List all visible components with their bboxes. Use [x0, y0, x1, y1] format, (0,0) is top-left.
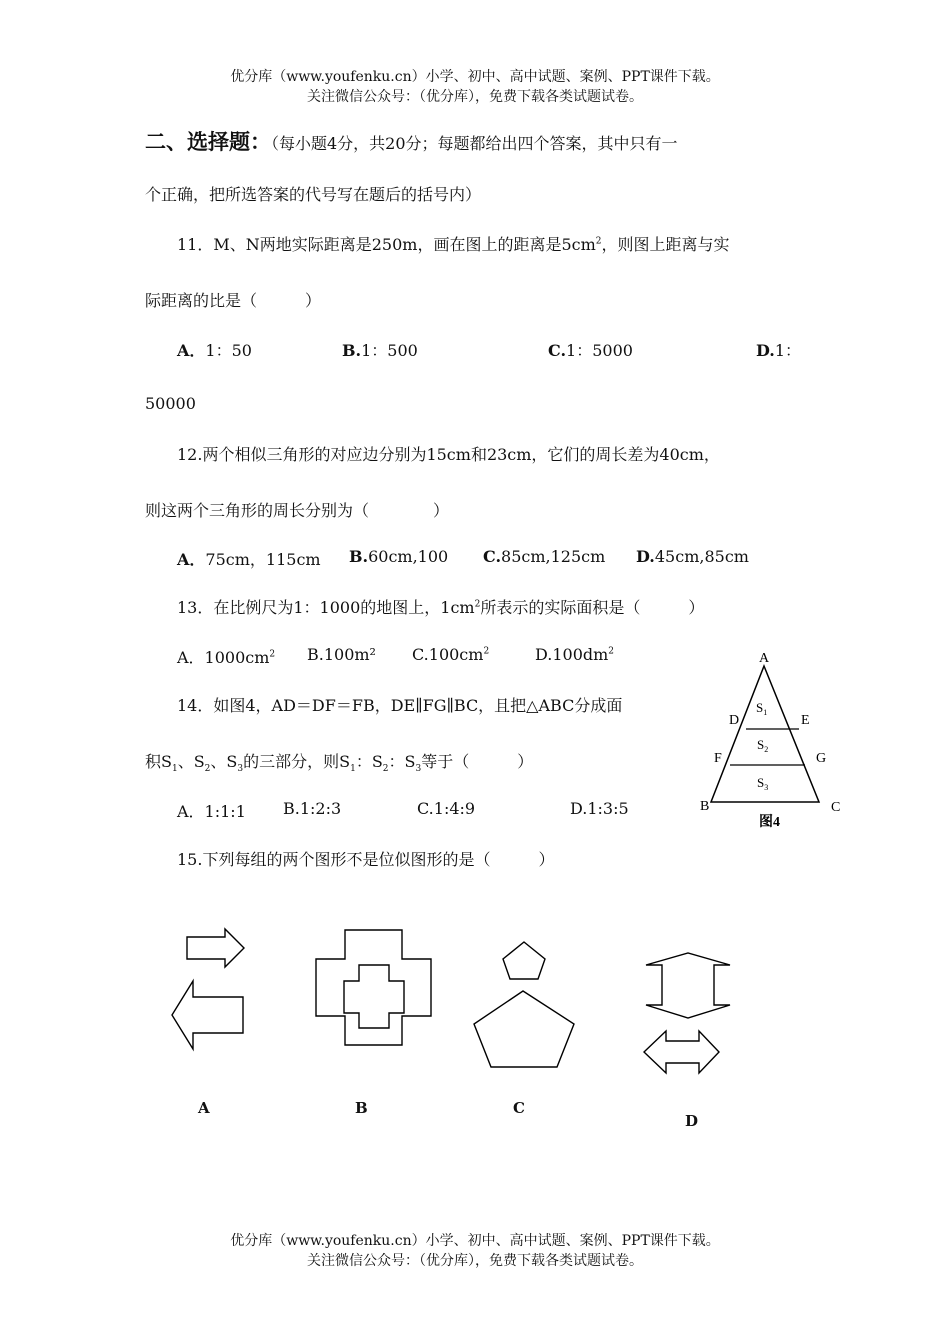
q13-option-c[interactable] — [412, 645, 489, 664]
figure-caption: 图4 — [759, 815, 780, 830]
q14-sub: 3 — [415, 764, 422, 775]
q11-option-b[interactable] — [342, 338, 418, 361]
section-description-2: 个正确，把所选答案的代号写在题后的括号内） — [145, 185, 482, 204]
figure-label-c: C — [513, 1099, 525, 1117]
triangle-abc — [711, 666, 819, 802]
label-f: F — [714, 751, 722, 766]
q14-sub: 2 — [382, 764, 389, 775]
figure-b-crosses[interactable] — [312, 927, 442, 1057]
option-sup: 2 — [608, 646, 615, 657]
section-heading — [145, 126, 678, 156]
option-text: 60cm,100 — [368, 547, 449, 566]
option-text: A．1000cm — [177, 648, 270, 667]
q11-sup: 2 — [595, 236, 602, 247]
option-text: 45cm,85cm — [654, 547, 749, 566]
q14-sub: 1 — [171, 764, 178, 775]
q13-option-a[interactable] — [177, 645, 275, 668]
footer-line-1: 优分库（www.youfenku.cn）小学、初中、高中试题、案例、PPT课件下载。 — [230, 1233, 720, 1249]
header-line-2: 关注微信公众号：（优分库），免费下载各类试题试卷。 — [307, 89, 643, 105]
question-14-line-2 — [145, 749, 533, 774]
region-s2: $S_2$ — [757, 737, 769, 754]
figure-label-d: D — [685, 1112, 699, 1130]
option-text: 1：50 — [205, 341, 252, 360]
option-sup: 2 — [269, 649, 276, 660]
option-letter: D. — [756, 341, 775, 360]
q14-sub: 2 — [204, 764, 211, 775]
q14-option-a[interactable]: A．1:1:1 — [177, 802, 246, 821]
q12-option-b[interactable] — [349, 547, 448, 566]
option-text: B.100m² — [307, 645, 376, 664]
q14-part: 、S — [210, 752, 238, 771]
q13-option-b[interactable] — [307, 645, 376, 664]
option-letter: C. — [548, 341, 567, 360]
q14-sub: 1 — [350, 764, 356, 775]
option-letter: D. — [636, 547, 655, 566]
q11-text-a: 11．M、N两地实际距离是250m，画在图上的距离是5cm — [177, 235, 596, 254]
question-14-line-1: 14．如图4，AD＝DF＝FB，DE∥FG∥BC，且把△ABC分成面 — [177, 696, 623, 715]
question-11-line-1 — [177, 232, 730, 255]
figure-label-a: A — [198, 1099, 210, 1117]
option-letter: C. — [483, 547, 502, 566]
q12-option-d[interactable] — [636, 547, 749, 566]
option-text: 1： — [774, 341, 802, 360]
option-letter: A． — [177, 550, 206, 569]
option-sup: 2 — [483, 646, 490, 657]
question-15: 15.下列每组的两个图形不是位似图形的是（ ） — [177, 850, 555, 869]
option-text: 85cm,125cm — [501, 547, 606, 566]
option-letter: B. — [342, 341, 362, 360]
q14-option-b[interactable]: B.1:2:3 — [283, 799, 342, 818]
q13-option-d[interactable] — [535, 645, 614, 664]
label-e: E — [801, 713, 810, 728]
option-text: 1：500 — [361, 341, 418, 360]
option-text: C.100cm — [412, 645, 484, 664]
question-11-line-2: 际距离的比是（ ） — [145, 291, 322, 310]
figure-c-pentagons[interactable] — [465, 935, 585, 1075]
section-title: 二、选择题： — [145, 130, 271, 154]
figure-d-double-arrows[interactable] — [640, 948, 750, 1088]
small-arrow-shape — [187, 929, 244, 967]
q12-option-c[interactable] — [483, 547, 605, 566]
q13-text-b: 所表示的实际面积是（ ） — [480, 598, 705, 617]
q12-option-a[interactable] — [177, 547, 321, 570]
option-text: 1：5000 — [566, 341, 633, 360]
q11-text-b: ，则图上距离与实 — [601, 235, 730, 254]
q14-sub: 3 — [237, 764, 244, 775]
option-letter: B. — [349, 547, 369, 566]
question-12-line-2: 则这两个三角形的周长分别为（ ） — [145, 501, 450, 520]
figure-4-triangle — [695, 645, 855, 835]
figure-a-arrows[interactable] — [165, 925, 255, 1065]
label-a: A — [759, 651, 770, 666]
q14-part: ：S — [355, 752, 383, 771]
q14-part: 积S — [145, 752, 172, 771]
q14-part: 等于（ ） — [421, 752, 534, 771]
q11-option-c[interactable] — [548, 338, 633, 361]
q11-option-d[interactable] — [756, 338, 801, 361]
figure-label-b: B — [355, 1099, 368, 1117]
region-s3: $S_3$ — [757, 775, 769, 792]
small-cross-shape — [344, 965, 404, 1028]
question-12-line-1: 12.两个相似三角形的对应边分别为15cm和23cm，它们的周长差为40cm， — [177, 445, 720, 464]
label-d: D — [729, 713, 740, 728]
q13-sup: 2 — [474, 599, 481, 610]
q14-part: 、S — [177, 752, 205, 771]
large-arrow-shape — [172, 981, 243, 1049]
section-description: （每小题4分，共20分；每题都给出四个答案，其中只有一 — [271, 134, 678, 153]
label-b: B — [700, 799, 710, 814]
q14-part: 的三部分，则S — [243, 752, 351, 771]
label-c: C — [831, 800, 841, 815]
upper-double-arrow-shape — [646, 953, 730, 1018]
label-g: G — [816, 751, 827, 766]
small-pentagon-shape — [503, 942, 545, 979]
option-text: 75cm，115cm — [205, 550, 321, 569]
q13-text-a: 13．在比例尺为1：1000的地图上，1cm — [177, 598, 475, 617]
footer-line-2: 关注微信公众号：（优分库），免费下载各类试题试卷。 — [307, 1253, 643, 1269]
large-pentagon-shape — [474, 991, 574, 1067]
q11-option-a[interactable] — [177, 338, 252, 361]
question-13 — [177, 595, 704, 618]
q14-option-d[interactable]: D.1:3:5 — [570, 799, 629, 818]
option-text: D.100dm — [535, 645, 609, 664]
q11-option-d-wrap: 50000 — [145, 394, 196, 413]
option-letter: A． — [177, 341, 206, 360]
q14-option-c[interactable]: C.1:4:9 — [417, 799, 476, 818]
lower-double-arrow-shape — [644, 1031, 719, 1073]
header-line-1: 优分库（www.youfenku.cn）小学、初中、高中试题、案例、PPT课件下载。 — [230, 69, 720, 85]
q14-part: ：S — [388, 752, 416, 771]
region-s1: $S_1$ — [756, 700, 768, 717]
